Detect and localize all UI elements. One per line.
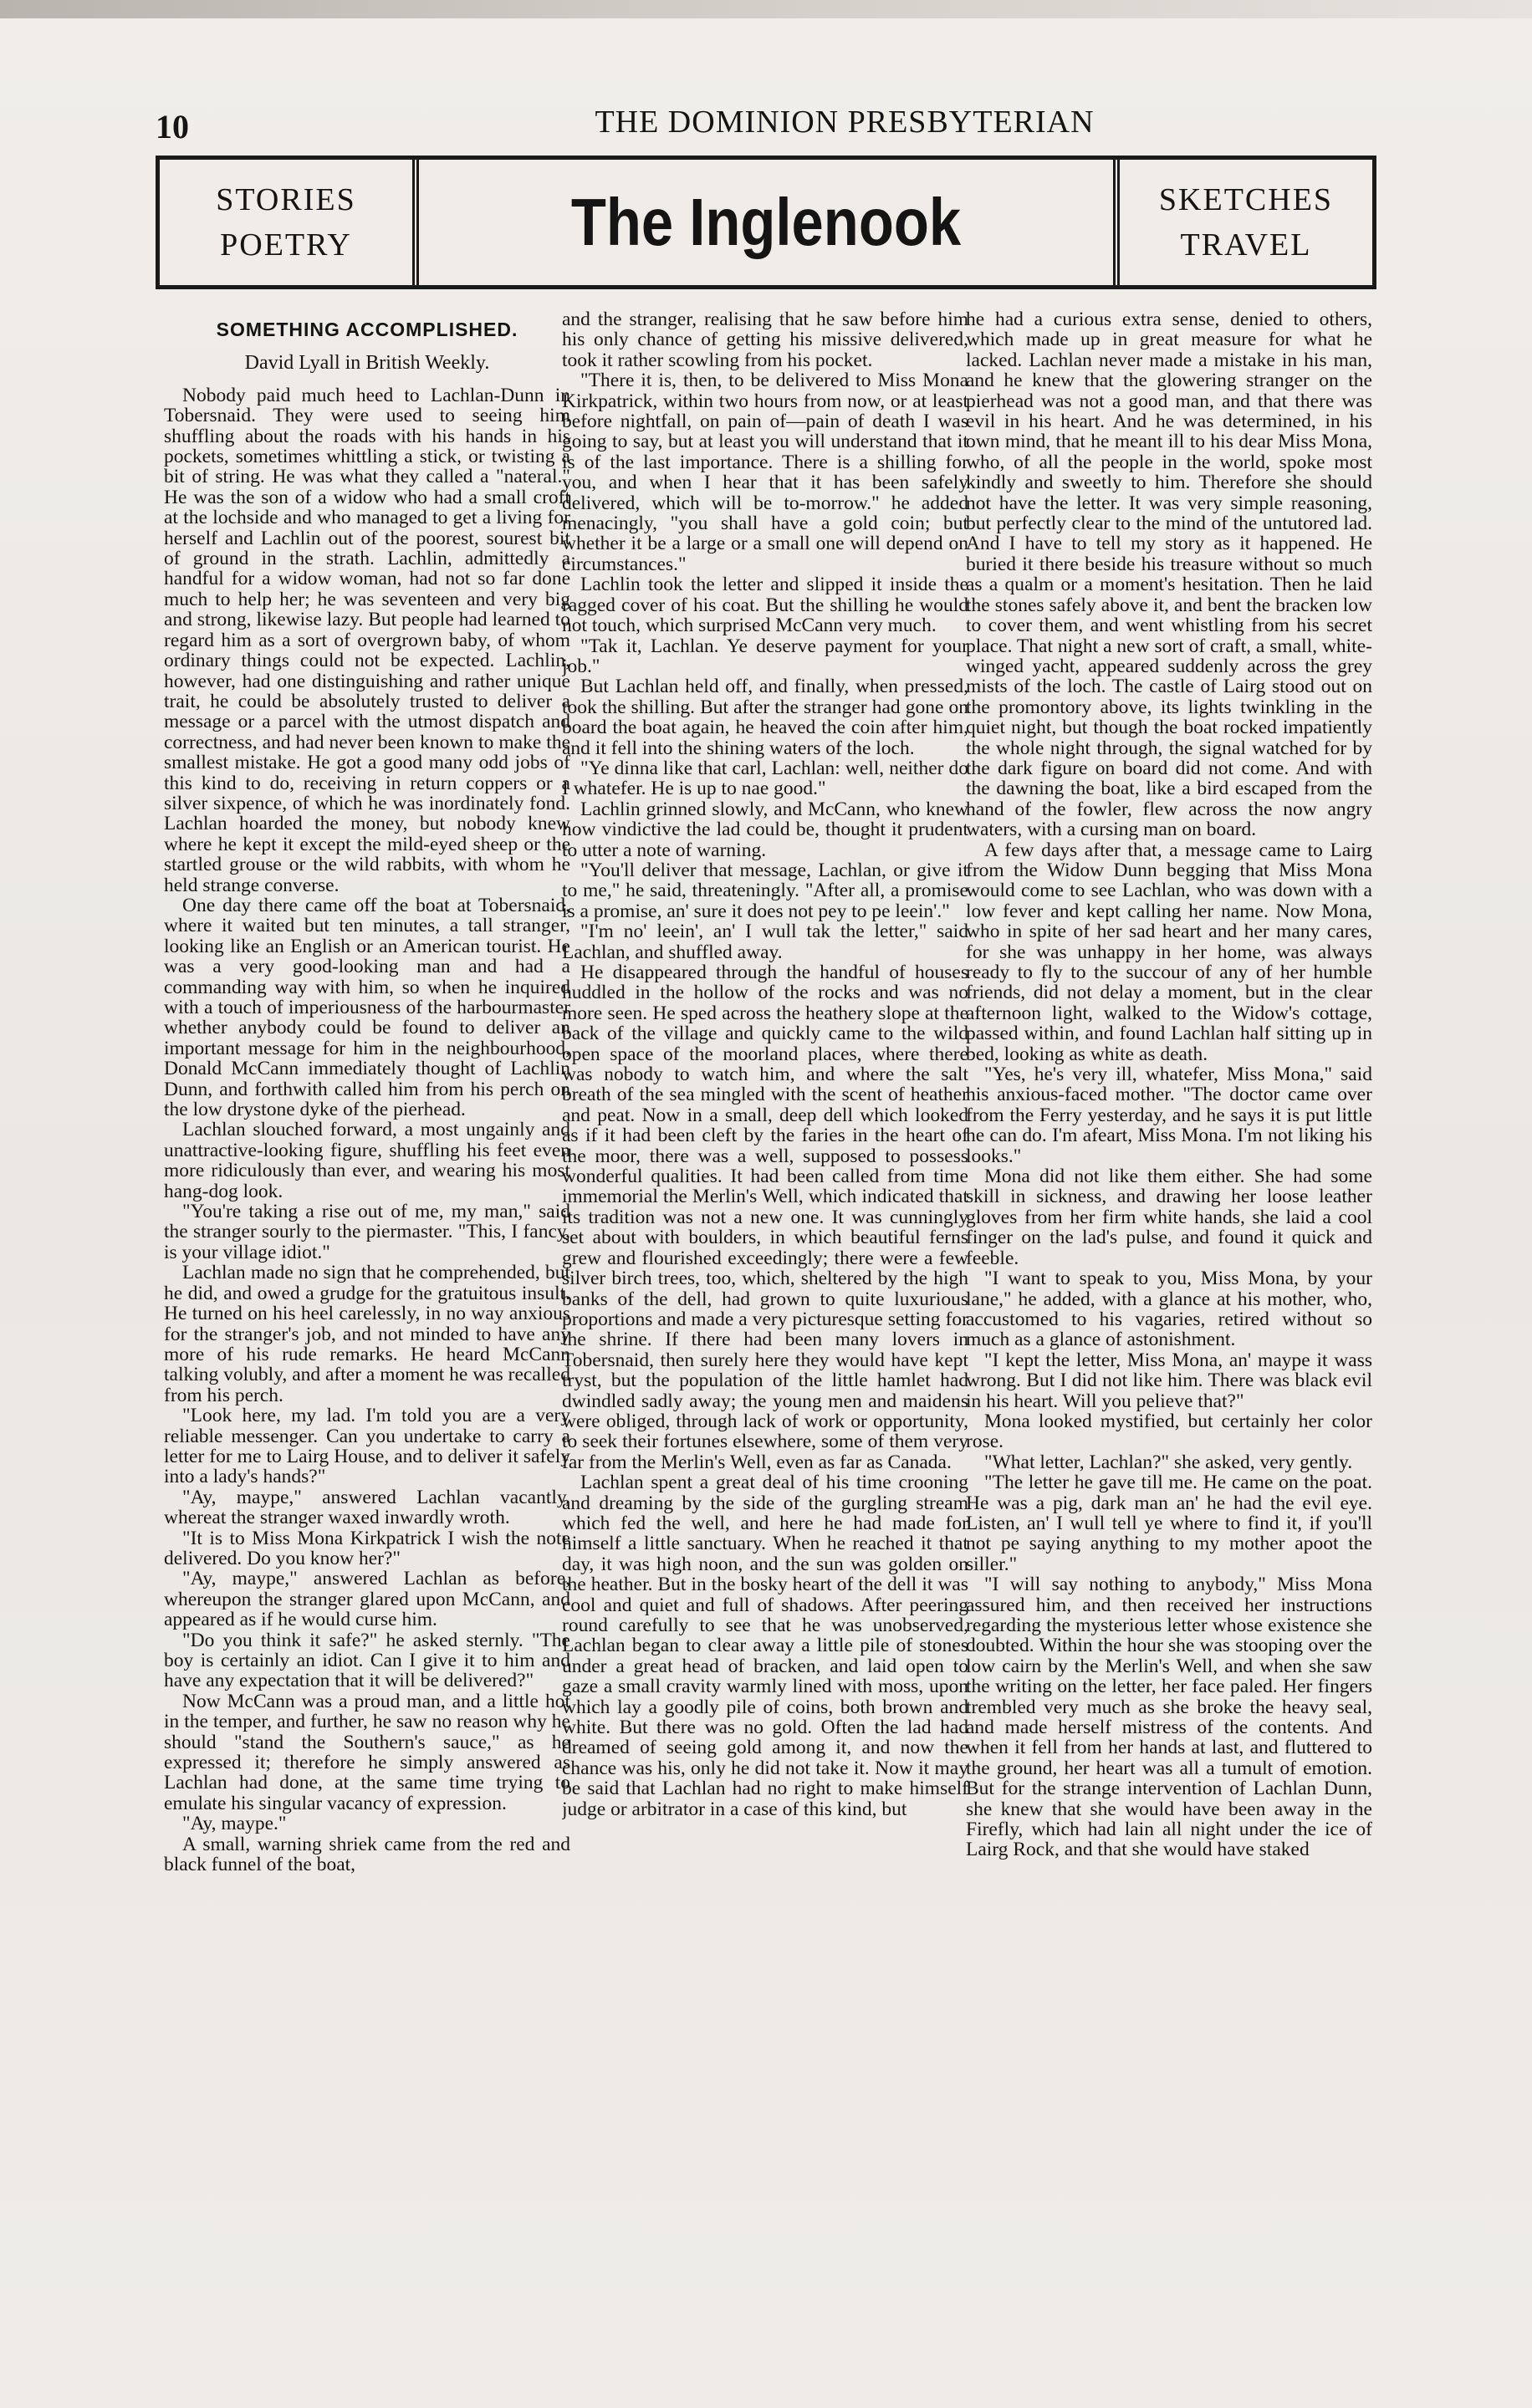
paragraph: "Ay, maype," answered Lachlan as before, whereupon the stranger glared upon McCann, and appeared as if he would curse him. xyxy=(164,1568,570,1631)
paragraph: "You'll deliver that message, Lachlan, or give it to me," he said, threateningly. "After all, a promise is a promise, an' sure it does not pey to pe leein'." xyxy=(562,859,968,922)
banner-right-line: SKETCHES xyxy=(1158,182,1334,217)
banner-left-box xyxy=(160,160,419,285)
paragraph: "I will say nothing to anybody," Miss Mona assured him, and then received her instructions regarding the mysterious letter whose existence she doubted. Within the hour she was stooping over the low cairn by the Merlin's Well, and when she saw the writing on the letter, her face paled. Her fingers trembled very much as she broke the heavy seal, and made herself mistress of the contents. And when it fell from her hands at last, and fluttered to the ground, her heart was all a tumult of emotion. But for the strange intervention of Lachlan Dunn, she knew that she would have been away in the Firefly, which had lain all night under the ice of Lairg Rock, and that she would have staked xyxy=(966,1574,1372,1861)
paragraph: "Look here, my lad. I'm told you are a very reliable messenger. Can you undertake to carry a letter for me to Lairg House, and to deliver it safely into a lady's hands?" xyxy=(164,1405,570,1488)
paragraph: "I want to speak to you, Miss Mona, by your lane," he added, with a glance at his mother, who, accustomed to his vagaries, retired without so much as a glance of astonishment. xyxy=(966,1268,1372,1351)
banner-left-line: STORIES xyxy=(216,182,356,217)
paragraph: A few days after that, a message came to Lairg from the Widow Dunn begging that Miss Mona would come to see Lachlan, who was down with a low fever and kept calling her name. Now Mona, who in spite of her sad heart and her many cares, for she was unhappy in her home, was always ready to fly to the succour of any of her humble friends, did not delay a moment, but in the clear afternoon light, walked to the Widow's cottage, passed within, and found Lachlan half sitting up in bed, looking as white as death. xyxy=(966,839,1372,1065)
paragraph: A small, warning shriek came from the red and black funnel of the boat, xyxy=(164,1833,570,1876)
paragraph: "Ay, maype," answered Lachlan vacantly, whereat the stranger waxed inwardly wroth. xyxy=(164,1486,570,1529)
page-number: 10 xyxy=(156,108,189,145)
paragraph: Mona did not like them either. She had some skill in sickness, and drawing her loose leather gloves from her firm white hands, she laid a cool finger on the lad's pulse, and found it quick and feeble. xyxy=(966,1166,1372,1269)
article-byline: David Lyall in British Weekly. xyxy=(244,352,490,375)
paragraph: "It is to Miss Mona Kirkpatrick I wish the note delivered. Do you know her?" xyxy=(164,1527,570,1569)
banner-left-line: POETRY xyxy=(220,227,352,263)
paragraph: But Lachlan held off, and finally, when pressed, took the shilling. But after the stranger had gone on board the boat again, he heaved the coin after him, and it fell into the shining waters of the loch. xyxy=(562,676,968,759)
page-edge xyxy=(0,0,1532,18)
paragraph: "There it is, then, to be delivered to Miss Mona Kirkpatrick, within two hours from now, or at least before nightfall, on pain of—pain of death I was going to say, but at least you will understand that it is of the last importance. There is a shilling for you, and when I hear that it has been safely delivered, which will be to-morrow." he added menacingly, "you shall have a gold coin; but whether it be a large or a small one will depend on circumstances." xyxy=(562,370,968,575)
paragraph: "You're taking a rise out of me, my man," said the stranger sourly to the piermaster. "This, I fancy, is your village idiot." xyxy=(164,1201,570,1263)
paragraph: Now McCann was a proud man, and a little hot in the temper, and further, he saw no reason why he should "stand the Southern's sauce," as he expressed it; therefore he simply answered as Lachlan had done, at the same time trying to emulate his singular vacancy of expression. xyxy=(164,1690,570,1814)
article-title: SOMETHING ACCOMPLISHED. xyxy=(216,319,518,340)
publication-title: THE DOMINION PRESBYTERIAN xyxy=(595,105,1095,140)
banner-right-line: TRAVEL xyxy=(1180,227,1312,263)
paragraph: and the stranger, realising that he saw before him his only chance of getting his missive delivered, took it rather scowling from his pocket. xyxy=(562,309,968,371)
paragraph: "I kept the letter, Miss Mona, an' maype it wass wrong. But I did not like him. There was black evil in his heart. Will you pelieve that?" xyxy=(966,1349,1372,1412)
paragraph: Lachlan slouched forward, a most ungainly and unattractive-looking figure, shuffling his feet even more ridiculously than ever, and wearing his most hang-dog look. xyxy=(164,1119,570,1202)
paragraph: One day there came off the boat at Tobersnaid, where it waited but ten minutes, a tall stranger, looking like an English or an American tourist. He was a very good-looking man and had a commanding way with him, so when he inquired with a touch of imperiousness of the harbourmaster whether anybody could be found to deliver an important message for him in the neighbourhood, Donald McCann immediately thought of Lachlin Dunn, and forthwith called him from his perch on the low drystone dyke of the pierhead. xyxy=(164,894,570,1121)
text-column-1 xyxy=(164,309,570,2232)
paragraph: Mona looked mystified, but certainly her color rose. xyxy=(966,1410,1372,1453)
paragraph: he had a curious extra sense, denied to others, which made up in great measure for what he lacked. Lachlan never made a mistake in his man, and he knew that the glowering stranger on the pierhead was not a good man, and that there was evil in his heart. And he was determined, in his own mind, that he meant ill to his dear Miss Mona, who, of all the people in the world, spoke most kindly and sweetly to him. Therefore she should not have the letter. It was very simple reasoning, but perfectly clear to the mind of the untutored lad. And I have to tell my story as it happened. He buried it there beside his treasure without so much as a qualm or a moment's hesitation. Then he laid the stones safely above it, and bent the bracken low to cover them, and went whistling from his secret place. That night a new sort of craft, a small, white-winged yacht, appeared suddenly across the grey mists of the loch. The castle of Lairg stood out on the promontory above, its lights twinkling in the quiet night, but though the boat rocked impatiently the whole night through, the signal watched for by the dark figure on board did not come. And with the dawning the boat, like a bird escaped from the hand of the fowler, flew across the now angry waters, with a cursing man on board. xyxy=(966,309,1372,841)
text-column-3 xyxy=(966,309,1372,2232)
paragraph: Lachlan spent a great deal of his time crooning and dreaming by the side of the gurgling stream which fed the well, and here he had made for himself a little sanctuary. When he reached it that day, it was high noon, and the sun was golden on the heather. But in the bosky heart of the dell it was cool and quiet and full of shadows. After peering round carefully to see that he was unobserved, Lachlan began to clear away a little pile of stones under a great head of bracken, and laid open to gaze a small cravity warmly lined with moss, upon which lay a goodly pile of coins, both brown and white. But there was no gold. Often the lad had dreamed of seeing gold among it, and now the chance was his, only he did not take it. Now it may be said that Lachlan had no right to make himself judge or arbitrator in a case of this kind, but xyxy=(562,1472,968,1820)
paragraph: He disappeared through the handful of houses huddled in the hollow of the rocks and was no more seen. He sped across the heathery slope at the back of the village and quickly came to the wild open space of the moorland places, where there was nobody to watch him, and where the salt breath of the sea mingled with the scent of heather and peat. Now in a small, deep dell which looked as if it had been cleft by the faries in the heart of the moor, there was a well, supposed to possess wonderful qualities. It had been called from time immemorial the Merlin's Well, which indicated that its tradition was not a new one. It was cunningly set about with boulders, in which beautiful ferns grew and flourished exceedingly; there were a few silver birch trees, too, which, sheltered by the high banks of the dell, had grown to quite luxurious proportions and made a very picturesque setting for the shrine. If there had been many lovers in Tobersnaid, then surely here they would have kept tryst, but the population of the little hamlet had dwindled sadly away; the young men and maidens were obliged, through lack of work or opportunity, to seek their fortunes elsewhere, some of them very far from the Merlin's Well, even as far as Canada. xyxy=(562,962,968,1473)
paragraph: Lachlin took the letter and slipped it inside the ragged cover of his coat. But the shilling he would not touch, which surprised McCann very much. xyxy=(562,574,968,637)
text-column-2 xyxy=(562,309,968,2232)
paragraph: "The letter he gave till me. He came on the poat. He was a pig, dark man an' he had the evil eye. Listen, an' I wull tell ye where to find it, if you'll not pe saying anything to my mother apoot the siller." xyxy=(966,1472,1372,1575)
paragraph: "Do you think it safe?" he asked sternly. "The boy is certainly an idiot. Can I give it to him and have any expectation that it will be delivered?" xyxy=(164,1629,570,1692)
paragraph: "Ay, maype." xyxy=(182,1813,287,1835)
paragraph: "What letter, Lachlan?" she asked, very gently. xyxy=(984,1451,1353,1473)
section-title: The Inglenook xyxy=(570,185,962,259)
paragraph: Lachlan made no sign that he comprehended, but he did, and owed a grudge for the gratuitous insult. He turned on his heel carelessly, in no way anxious for the stranger's job, and not minded to have any more of his rude remarks. He heard McCann talking volubly, and after a moment he was recalled from his perch. xyxy=(164,1262,570,1406)
paragraph: "I'm no' leein', an' I wull tak the letter," said Lachlan, and shuffled away. xyxy=(562,921,968,963)
section-banner xyxy=(156,156,1376,289)
paragraph: Nobody paid much heed to Lachlan-Dunn in Tobersnaid. They were used to seeing him shuffling about the roads with his hands in his pockets, sometimes whittling a stick, or twisting a bit of string. He was what they called a "nateral." He was the son of a widow who had a small croft at the lochside and who managed to get a living for herself and Lachlin out of the poorest, sourest bit of ground in the strath. Lachlin, admittedly a handful for a widow woman, had not so far done much to help her; he was seventeen and very big and strong, likewise lazy. But people had learned to regard him as a sort of overgrown baby, of whom ordinary things could not be expected. Lachlin, however, had one distinguishing and rather unique trait, he could be absolutely trusted to deliver a message or a parcel with the utmost dispatch and correctness, and had never been known to make the smallest mistake. He got a good many odd jobs of this kind to do, receiving in return coppers or a silver sixpence, of which he was inordinately fond. Lachlan hoarded the money, but nobody knew where he kept it except the mild-eyed sheep or the startled grouse or the wild rabbits, with whom he held strange converse. xyxy=(164,384,570,896)
paragraph: "Yes, he's very ill, whatefer, Miss Mona," said his anxious-faced mother. "The doctor came over from the Ferry yesterday, and he says it is put little he can do. I'm afeart, Miss Mona. I'm not liking his looks." xyxy=(966,1064,1372,1167)
paragraph: "Ye dinna like that carl, Lachlan: well, neither do I whatefer. He is up to nae good." xyxy=(562,757,968,800)
paragraph: Lachlin grinned slowly, and McCann, who knew how vindictive the lad could be, thought it prudent to utter a note of warning. xyxy=(562,798,968,861)
banner-right-box xyxy=(1113,160,1372,285)
paragraph: "Tak it, Lachlan. Ye deserve payment for your job." xyxy=(562,635,968,677)
